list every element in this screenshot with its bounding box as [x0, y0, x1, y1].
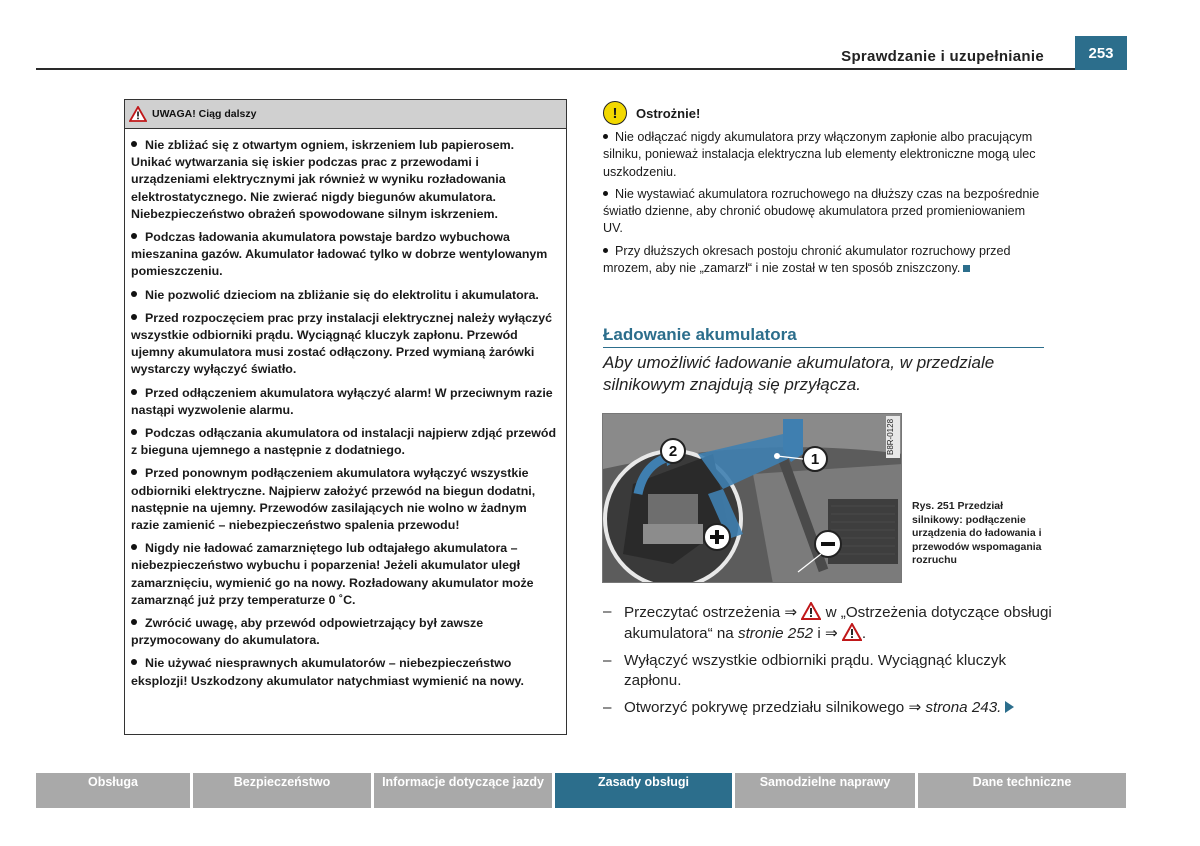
page-reference-link[interactable]: strona 243.	[925, 699, 1002, 716]
warning-item: Podczas odłączania akumulatora od instalacji najpierw zdjąć przewód z bieguna ujemnego a następnie z dodatniego.	[131, 426, 557, 458]
caution-item: Nie odłączać nigdy akumulatora przy włączonym zapłonie albo pracującym silniku, ponieważ instalacja elektryczna lub elementy elektroniczne mogą ulec uszkodzeniu.	[603, 130, 1036, 179]
chapter-tabs	[36, 773, 1126, 808]
section-title: Ładowanie akumulatora	[603, 325, 1044, 348]
label-2: 2	[668, 443, 678, 460]
bullet-icon	[131, 544, 137, 550]
warning-heading	[125, 100, 566, 129]
warning-item: Nie pozwolić dzieciom na zbliżanie się do elektrolitu i akumulatora.	[131, 287, 558, 304]
caution-exclamation-icon: !	[603, 101, 627, 125]
warning-heading-text: UWAGA! Ciąg dalszy	[152, 108, 257, 120]
bullet-icon	[131, 291, 137, 297]
step-item: – Przeczytać ostrzeżenia ⇒ w „Ostrzeżenia dotyczące obsługi akumulatora“ na stronie 252 i ⇒ .	[603, 603, 1052, 642]
step-item: – Otworzyć pokrywę przedziału silnikowego ⇒ strona 243.	[603, 698, 1053, 718]
warning-item: Nie zbliżać się z otwartym ogniem, iskrzeniem lub papierosem. Unikać wytwarzania się iskier podczas prac z przewodami i urządzeniami elektrycznymi jak również w wyniku rozładowania elektrostatycznego. Nie zwierać nigdy biegunów akumulatora. Niebezpieczeństwo obrażeń spowodowane silnym iskrzeniem.	[131, 138, 515, 221]
steps-list	[603, 602, 1053, 726]
warning-item: Przed ponownym podłączeniem akumulatora wyłączyć wszystkie odbiorniki elektryczne. Najpierw założyć przewód na biegun dodatni, następnie na ujemny. Przewodów zasilających nie wolno w żadnym razie zamienić – niebezpieczeństwo spalenia przewodu!	[131, 466, 536, 533]
running-header: Sprawdzanie i uzupełnianie	[841, 48, 1044, 65]
bullet-icon	[131, 389, 137, 395]
label-1: 1	[810, 451, 820, 468]
tab-bezpieczenstwo[interactable]: Bezpieczeństwo	[193, 773, 371, 808]
engine-bay-illustration	[603, 414, 902, 583]
tab-informacje-jazdy[interactable]: Informacje dotyczące jazdy	[374, 773, 552, 808]
bullet-icon	[603, 248, 608, 253]
bullet-icon	[131, 469, 137, 475]
warning-triangle-icon[interactable]	[842, 623, 862, 641]
end-of-section-icon	[963, 265, 970, 272]
bullet-icon	[131, 619, 137, 625]
figure-code: B8R-0128	[886, 416, 900, 458]
engine-bay-figure	[602, 413, 902, 583]
caution-block	[603, 100, 1043, 282]
tab-obsluga[interactable]: Obsługa	[36, 773, 190, 808]
continue-arrow-icon	[1005, 701, 1014, 713]
bullet-icon	[131, 659, 137, 665]
warning-list	[125, 129, 566, 690]
bullet-icon	[131, 141, 137, 147]
warning-triangle-icon[interactable]	[801, 602, 821, 620]
warning-item: Przed rozpoczęciem prac przy instalacji elektrycznej należy wyłączyć wszystkie odbiorniki prądu. Wyciągnąć kluczyk zapłonu. Przewód ujemny akumulatora musi zostać odłączony. Przed wymianą żarówki wystarczy wyłączyć światło.	[131, 310, 553, 377]
warning-item: Przed odłączeniem akumulatora wyłączyć alarm! W przeciwnym razie nastąpi wyzwolenie alarmu.	[131, 385, 553, 417]
step-item: – Wyłączyć wszystkie odbiorniki prądu. Wyciągnąć kluczyk zapłonu.	[603, 652, 1007, 689]
tab-samodzielne-naprawy[interactable]: Samodzielne naprawy	[735, 773, 915, 808]
figure-caption: Rys. 251 Przedział silnikowy: podłączenie urządzenia do ładowania i przewodów wspomagania rozruchu	[912, 500, 1042, 566]
caution-list	[603, 129, 1043, 277]
section-intro: Aby umożliwić ładowanie akumulatora, w przedziale silnikowym znajdują się przyłącza.	[603, 353, 995, 394]
warning-triangle-icon	[129, 106, 147, 122]
page-reference-link[interactable]: stronie 252	[737, 624, 814, 642]
header-rule	[36, 68, 1076, 70]
bullet-icon	[603, 134, 608, 139]
page-number: 253	[1075, 36, 1127, 70]
bullet-icon	[131, 233, 137, 239]
warning-item: Podczas ładowania akumulatora powstaje bardzo wybuchowa mieszanina gazów. Akumulator ładować tylko w dobrze wentylowanym pomieszczeniu.	[131, 230, 548, 279]
bullet-icon	[131, 429, 137, 435]
bullet-icon	[603, 191, 608, 196]
bullet-icon	[131, 314, 137, 320]
warning-item: Zwrócić uwagę, aby przewód odpowietrzający był zawsze przymocowany do akumulatora.	[131, 616, 484, 648]
tab-dane-techniczne[interactable]: Dane techniczne	[918, 773, 1126, 808]
warning-item: Nigdy nie ładować zamarzniętego lub odtajałego akumulatora – niebezpieczeństwo wybuchu i poparzenia! Jeżeli akumulator uległ zamarznięciu, wymienić go na nowy. Rozładowany akumulator może zamarznąć już przy temperaturze 0 ˚C.	[131, 541, 534, 607]
caution-item: Przy dłuższych okresach postoju chronić akumulator rozruchowy przed mrozem, aby nie „zamarzł“ i nie został w ten sposób zniszczony.	[603, 243, 1011, 276]
tab-zasady-obslugi[interactable]: Zasady obsługi	[555, 773, 732, 808]
caution-item: Nie wystawiać akumulatora rozruchowego na dłuższy czas na bezpośrednie światło dzienne, aby chronić obudowę akumulatora przed promieniowaniem UV.	[603, 186, 1040, 236]
warning-item: Nie używać niesprawnych akumulatorów – niebezpieczeństwo eksplozji! Uszkodzony akumulator natychmiast wymienić na nowy.	[131, 656, 524, 688]
warning-box	[124, 99, 567, 735]
caution-title: ! Ostrożnie!	[603, 100, 1043, 126]
